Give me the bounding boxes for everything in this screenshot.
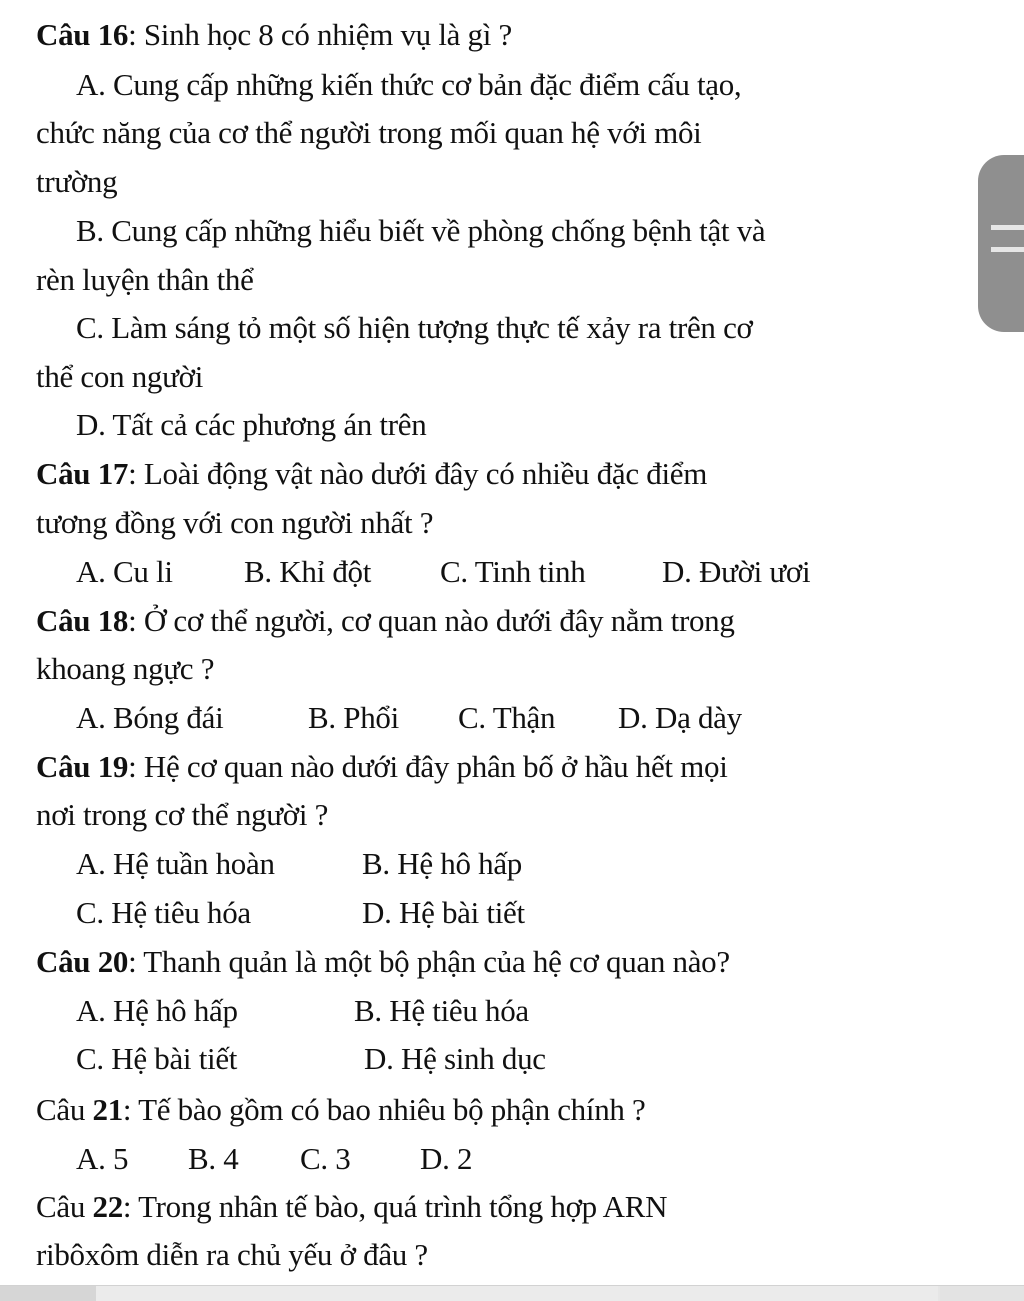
- question-16-option-b-cont: rèn luyện thân thể: [36, 262, 254, 297]
- question-label: Câu: [36, 749, 91, 784]
- question-text: Hệ cơ quan nào dưới đây phân bố ở hầu hết mọi: [143, 749, 728, 784]
- question-label: Câu: [36, 1092, 86, 1127]
- question-text: Thanh quản là một bộ phận của hệ cơ quan nào?: [143, 944, 730, 979]
- question-16-option-c: C. Làm sáng tỏ một số hiện tượng thực tế xảy ra trên cơ: [76, 310, 753, 345]
- option-a: A. Hệ hô hấp: [76, 993, 238, 1028]
- question-17-options: [76, 554, 810, 590]
- bottom-bar-segment-middle: [96, 1286, 938, 1301]
- question-number: 20: [97, 944, 129, 979]
- question-17-stem: Câu 17: Loài động vật nào dưới đây có nhiều đặc điểm: [36, 456, 708, 491]
- option-b: B. Hệ tiêu hóa: [354, 993, 529, 1028]
- question-label: Câu: [36, 603, 91, 638]
- question-20-stem: Câu 20: Thanh quản là một bộ phận của hệ cơ quan nào?: [36, 944, 730, 979]
- question-17-stem-cont: tương đồng với con người nhất ?: [36, 505, 434, 540]
- option-b: B. Hệ hô hấp: [362, 846, 522, 881]
- question-22-stem-cont: ribôxôm diễn ra chủ yếu ở đâu ?: [36, 1237, 428, 1272]
- question-18-stem: Câu 18: Ở cơ thể người, cơ quan nào dưới đây nằm trong: [36, 603, 735, 638]
- option-d: D. 2: [420, 1141, 473, 1176]
- option-d: D. Đười ươi: [662, 554, 811, 589]
- option-c: C. Hệ bài tiết: [76, 1041, 238, 1076]
- question-number: 18: [97, 603, 129, 638]
- question-19-stem: Câu 19: Hệ cơ quan nào dưới đây phân bố ở hầu hết mọi: [36, 749, 728, 784]
- side-drag-handle[interactable]: [978, 155, 1024, 332]
- option-d: D. Hệ sinh dục: [364, 1041, 546, 1076]
- question-16-option-b: B. Cung cấp những hiểu biết về phòng chống bệnh tật và: [76, 213, 766, 248]
- question-21-options: [76, 1141, 472, 1177]
- option-b: B. Khỉ đột: [244, 554, 372, 589]
- option-a: A. Bóng đái: [76, 700, 224, 735]
- question-19-options-row2: [76, 895, 525, 931]
- question-16-stem: Câu 16: Sinh học 8 có nhiệm vụ là gì ?: [36, 17, 512, 52]
- question-16-option-a: A. Cung cấp những kiến thức cơ bản đặc điểm cấu tạo,: [76, 67, 742, 102]
- question-text: Sinh học 8 có nhiệm vụ là gì ?: [143, 17, 512, 52]
- question-number: 17: [97, 456, 129, 491]
- question-21-stem: Câu 21: Tế bào gồm có bao nhiêu bộ phận chính ?: [36, 1092, 646, 1127]
- question-18-options: [76, 700, 742, 736]
- question-text: Ở cơ thể người, cơ quan nào dưới đây nằm trong: [143, 603, 735, 638]
- option-c: C. Thận: [458, 700, 556, 735]
- option-d: D. Hệ bài tiết: [362, 895, 525, 930]
- bottom-bar-segment-left: [0, 1286, 96, 1301]
- option-c: C. Tinh tinh: [440, 554, 586, 589]
- question-19-stem-cont: nơi trong cơ thể người ?: [36, 797, 329, 832]
- bottom-bar-segment-right: [940, 1286, 1024, 1301]
- question-label: Câu: [36, 1189, 86, 1224]
- option-a: A. Cu li: [76, 554, 173, 589]
- bottom-toolbar: [0, 1285, 1024, 1301]
- option-d: D. Dạ dày: [618, 700, 742, 735]
- option-a: A. Hệ tuần hoàn: [76, 846, 275, 881]
- question-number: 22: [92, 1189, 123, 1224]
- question-text: Tế bào gồm có bao nhiêu bộ phận chính ?: [138, 1092, 646, 1127]
- question-20-options-row1: [76, 993, 529, 1029]
- question-18-stem-cont: khoang ngực ?: [36, 651, 215, 686]
- question-label: Câu: [36, 944, 91, 979]
- option-b: B. Phổi: [308, 700, 399, 735]
- question-22-stem: Câu 22: Trong nhân tế bào, quá trình tổng hợp ARN: [36, 1189, 668, 1224]
- question-number: 16: [97, 17, 129, 52]
- question-16-option-a-cont: chức năng của cơ thể người trong mối quan hệ với môi: [36, 115, 702, 150]
- question-number: 19: [97, 749, 129, 784]
- question-label: Câu: [36, 456, 91, 491]
- question-19-options-row1: [76, 846, 522, 882]
- option-c: C. Hệ tiêu hóa: [76, 895, 251, 930]
- question-text: Trong nhân tế bào, quá trình tổng hợp ARN: [138, 1189, 668, 1224]
- question-label: Câu: [36, 17, 91, 52]
- question-number: 21: [92, 1092, 123, 1127]
- question-16-option-a-cont: trường: [36, 164, 118, 199]
- question-text: Loài động vật nào dưới đây có nhiều đặc điểm: [143, 456, 708, 491]
- option-a: A. 5: [76, 1141, 129, 1176]
- option-b: B. 4: [188, 1141, 239, 1176]
- question-16-option-d: D. Tất cả các phương án trên: [76, 407, 427, 442]
- option-c: C. 3: [300, 1141, 351, 1176]
- question-20-options-row2: [76, 1041, 546, 1077]
- question-16-option-c-cont: thể con người: [36, 359, 204, 394]
